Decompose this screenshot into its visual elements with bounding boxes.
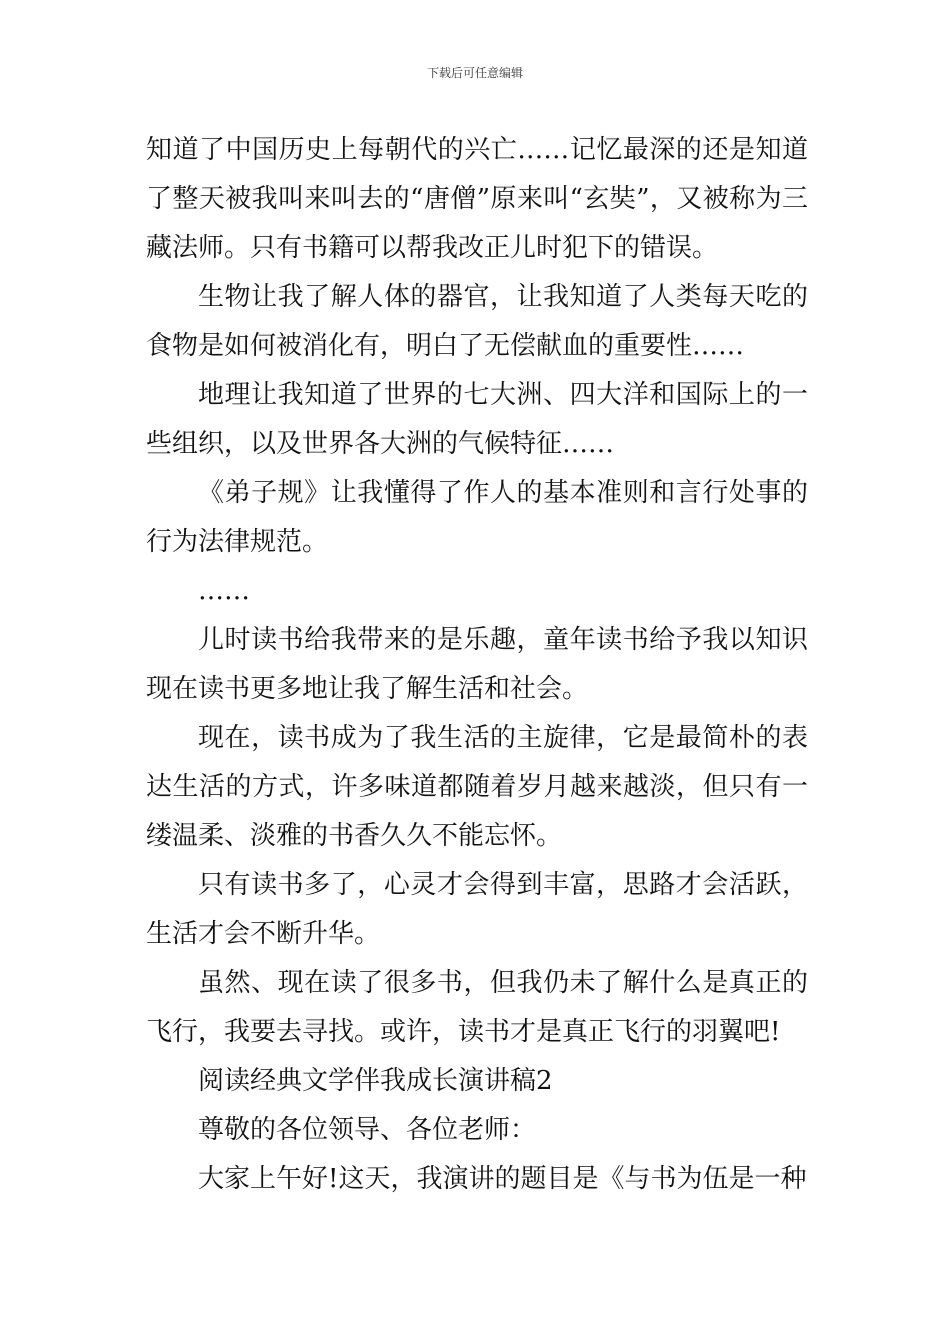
paragraph: 地理让我知道了世界的七大洲、四大洋和国际上的一些组织，以及世界各大洲的气候特征…… xyxy=(146,380,808,459)
paragraph: 儿时读书给我带来的是乐趣，童年读书给予我以知识现在读书更多地让我了解生活和社会。 xyxy=(146,625,808,704)
paragraph: 知道了中国历史上每朝代的兴亡……记忆最深的还是知道了整天被我叫来叫去的“唐僧”原来叫“玄奘”，又被称为三藏法师。只有书籍可以帮我改正儿时犯下的错误。 xyxy=(146,135,808,263)
paragraph: 大家上午好!这天，我演讲的题目是《与书为伍是一种 xyxy=(198,1164,807,1194)
paragraph: 《弟子规》让我懂得了作人的基本准则和言行处事的行为法律规范。 xyxy=(146,478,808,557)
paragraph: 生物让我了解人体的器官，让我知道了人类每天吃的食物是如何被消化有，明白了无偿献血的重要性…… xyxy=(146,282,808,361)
section-title: 阅读经典文学伴我成长演讲稿2 xyxy=(198,1066,553,1096)
paragraph: 现在，读书成为了我生活的主旋律，它是最简朴的表达生活的方式，许多味道都随着岁月越来越淡，但只有一缕温柔、淡雅的书香久久不能忘怀。 xyxy=(146,723,808,851)
paragraph: …… xyxy=(198,576,250,606)
paragraph: 只有读书多了，心灵才会得到丰富，思路才会活跃，生活才会不断升华。 xyxy=(146,870,808,949)
paragraph: 虽然、现在读了很多书，但我仍未了解什么是真正的飞行，我要去寻找。或许，读书才是真正飞行的羽翼吧! xyxy=(146,968,808,1047)
page-header: 下载后可任意编辑 xyxy=(426,66,523,80)
salutation: 尊敬的各位领导、各位老师： xyxy=(198,1115,537,1145)
document-body xyxy=(146,126,808,1204)
